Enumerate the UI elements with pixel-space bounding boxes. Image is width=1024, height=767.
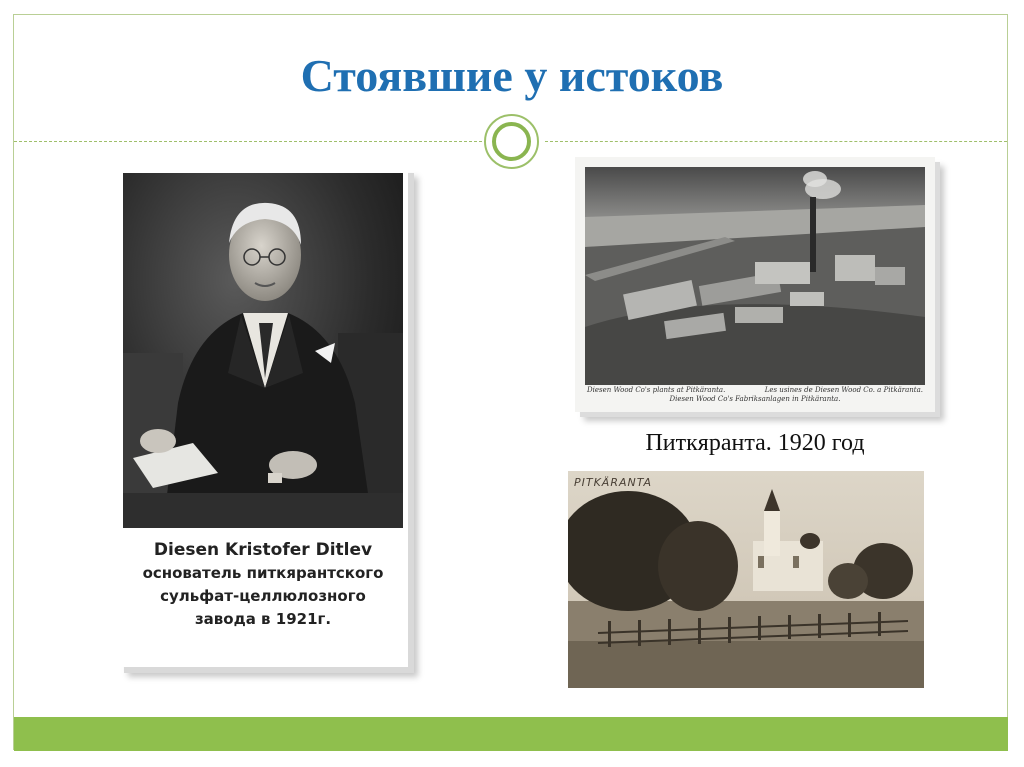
- title-divider-left: [14, 141, 482, 142]
- portrait-card: [118, 167, 408, 667]
- factory-caption-right: Les usines de Diesen Wood Co. a Pitkäranta.: [764, 386, 923, 394]
- church-village-image: [568, 471, 924, 688]
- portrait-caption-line3: завода в 1921г.: [194, 610, 332, 628]
- portrait-name: Diesen Kristofer Ditlev: [153, 540, 373, 560]
- factory-photo: [585, 167, 925, 385]
- slide-title: Стоявшие у истоков: [300, 50, 724, 101]
- factory-photo-caption: [587, 386, 923, 404]
- factory-caption-left: Diesen Wood Co's plants at Pitkäranta.: [587, 386, 726, 394]
- church-photo-label: PITKÄRANTA: [574, 476, 652, 489]
- title-divider-right: [545, 141, 1007, 142]
- factory-caption-bottom: Diesen Wood Co's Fabriksanlagen in Pitkäranta.: [669, 395, 841, 403]
- factory-photo-card: [575, 157, 935, 412]
- factory-aerial-image: [585, 167, 925, 385]
- portrait-caption: [118, 539, 408, 631]
- city-caption: Питкяранта. 1920 год: [645, 430, 865, 456]
- portrait-photo: [123, 173, 403, 528]
- church-photo: [568, 471, 924, 688]
- portrait-caption-line1: основатель питкярантского: [142, 564, 384, 582]
- divider-circle-inner: [492, 122, 531, 161]
- divider-circle-ornament: [484, 114, 539, 169]
- portrait-image: [123, 173, 403, 528]
- portrait-caption-line2: сульфат-целлюлозного: [160, 587, 366, 605]
- footer-bar: [14, 717, 1008, 751]
